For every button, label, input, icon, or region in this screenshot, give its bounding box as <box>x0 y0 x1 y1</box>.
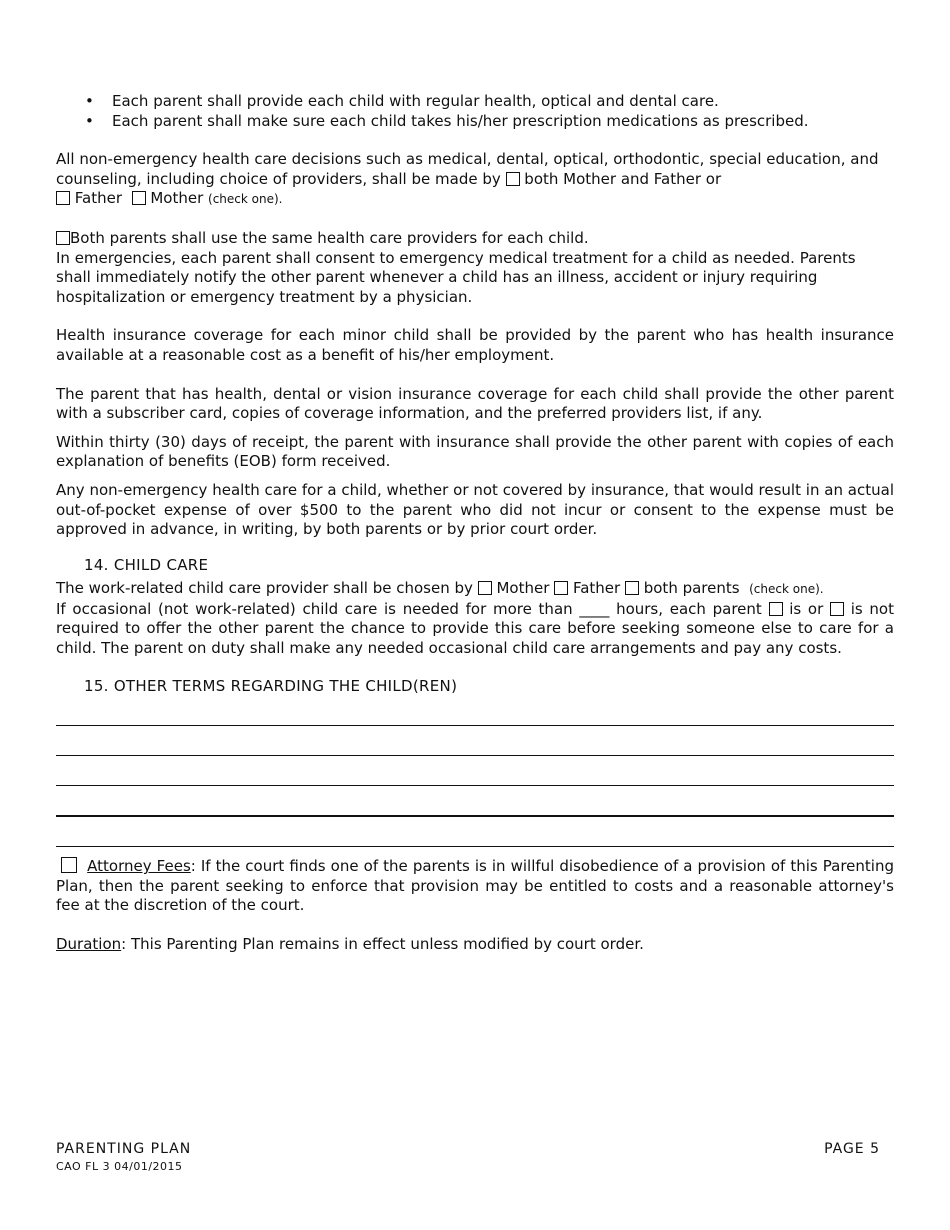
blank-line-4[interactable] <box>56 786 894 817</box>
same-providers-line <box>56 229 894 249</box>
label-is-or: is or <box>789 599 824 618</box>
checkbox-cc-both[interactable] <box>625 581 639 595</box>
checkbox-cc-father[interactable] <box>554 581 568 595</box>
checkbox-attorney-fees[interactable] <box>61 857 77 873</box>
occasional-text-a: If occasional (not work-related) child care is needed for more than ____ hours, each parent <box>56 599 762 618</box>
attorney-fees-label: Attorney Fees <box>87 857 191 876</box>
check-one-note: (check one). <box>208 192 283 207</box>
eob-paragraph: Within thirty (30) days of receipt, the parent with insurance shall provide the other parent with copies of each explanation of benefits (EOB) form received. <box>56 432 894 471</box>
label-is-not: is not <box>850 599 894 618</box>
label-father: Father <box>74 189 123 208</box>
insurance-paragraph: Health insurance coverage for each minor child shall be provided by the parent who has health insurance available at a reasonable cost as a benefit of his/her employment. <box>56 326 894 364</box>
occasional-paragraph <box>56 600 894 659</box>
label-mother: Mother <box>150 189 204 208</box>
label-both-mother-father: both Mother and Father or <box>524 169 722 188</box>
form-code: CAO FL 3 04/01/2015 <box>56 1160 183 1173</box>
checkbox-father[interactable] <box>56 191 70 205</box>
page-number: PAGE 5 <box>824 1141 880 1157</box>
label-cc-both: both parents <box>643 579 740 598</box>
bullet-medications: • Each parent shall make sure each child takes his/her prescription medications as prescribed. <box>112 112 894 132</box>
checkbox-is-not-required[interactable] <box>830 602 844 616</box>
checkbox-is-required[interactable] <box>769 602 783 616</box>
checkbox-cc-mother[interactable] <box>478 581 492 595</box>
provider-line <box>56 579 894 600</box>
emergencies-paragraph: In emergencies, each parent shall consent to emergency medical treatment for a child as needed. Parents shall immediately notify the other parent whenever a child has an illness, accident or injury requiring hospitalization or emergency treatment by a physician. <box>56 248 856 306</box>
section-14-heading: 14. CHILD CARE <box>84 555 209 574</box>
blank-line-1[interactable] <box>56 709 894 726</box>
health-bullets <box>56 92 894 131</box>
label-cc-father: Father <box>572 579 621 598</box>
attorney-fees-text: : If the court finds one of the parents is in willful disobedience of a provision of this Parenting Plan, then the parent seeking to enforce that provision may be entitled to costs and a reasonable attorney's fee at the discretion of the court. <box>56 857 894 915</box>
bullet-regular-care: • Each parent shall provide each child with regular health, optical and dental care. <box>112 92 894 112</box>
section-15-heading: 15. OTHER TERMS REGARDING THE CHILD(REN) <box>84 676 458 695</box>
duration-label: Duration <box>56 935 122 954</box>
out-of-pocket-paragraph: Any non-emergency health care for a child, whether or not covered by insurance, that would result in an actual out-of-pocket expense of over $500 to the parent who did not incur or consent to the expense must be approved in advance, in writing, by both parents or by prior court order. <box>56 480 894 539</box>
blank-line-5[interactable] <box>56 817 894 847</box>
provider-text: The work-related child care provider shall be chosen by <box>56 579 473 598</box>
document-body <box>56 92 894 955</box>
checkbox-both-mother-father[interactable] <box>506 172 520 186</box>
subscriber-paragraph: The parent that has health, dental or vision insurance coverage for each child shall provide the other parent with a subscriber card, copies of coverage information, and the preferred providers list, if any. <box>56 384 894 423</box>
footer-title: PARENTING PLAN <box>56 1141 192 1157</box>
attorney-fees-paragraph <box>56 857 894 916</box>
label-cc-mother: Mother <box>496 579 550 598</box>
blank-line-3[interactable] <box>56 756 894 786</box>
blank-line-2[interactable] <box>56 726 894 756</box>
duration-text: : This Parenting Plan remains in effect unless modified by court order. <box>121 935 644 954</box>
checkbox-same-providers[interactable] <box>56 231 70 245</box>
decisions-text: All non-emergency health care decisions such as medical, dental, optical, orthodontic, special education, and counseling, including choice of providers, shall be made by <box>56 150 879 188</box>
duration-paragraph <box>56 935 894 955</box>
other-terms-lines <box>56 709 894 847</box>
cc-check-one-note: (check one). <box>749 582 824 597</box>
same-providers-text: Both parents shall use the same health care providers for each child. <box>70 228 589 247</box>
occasional-text-b: required to offer the other parent the chance to provide this care before seeking someone else to care for a child. The parent on duty shall make any needed occasional child care arrangements and pay any costs. <box>56 619 894 658</box>
decisions-paragraph <box>56 150 894 210</box>
checkbox-mother[interactable] <box>132 191 146 205</box>
